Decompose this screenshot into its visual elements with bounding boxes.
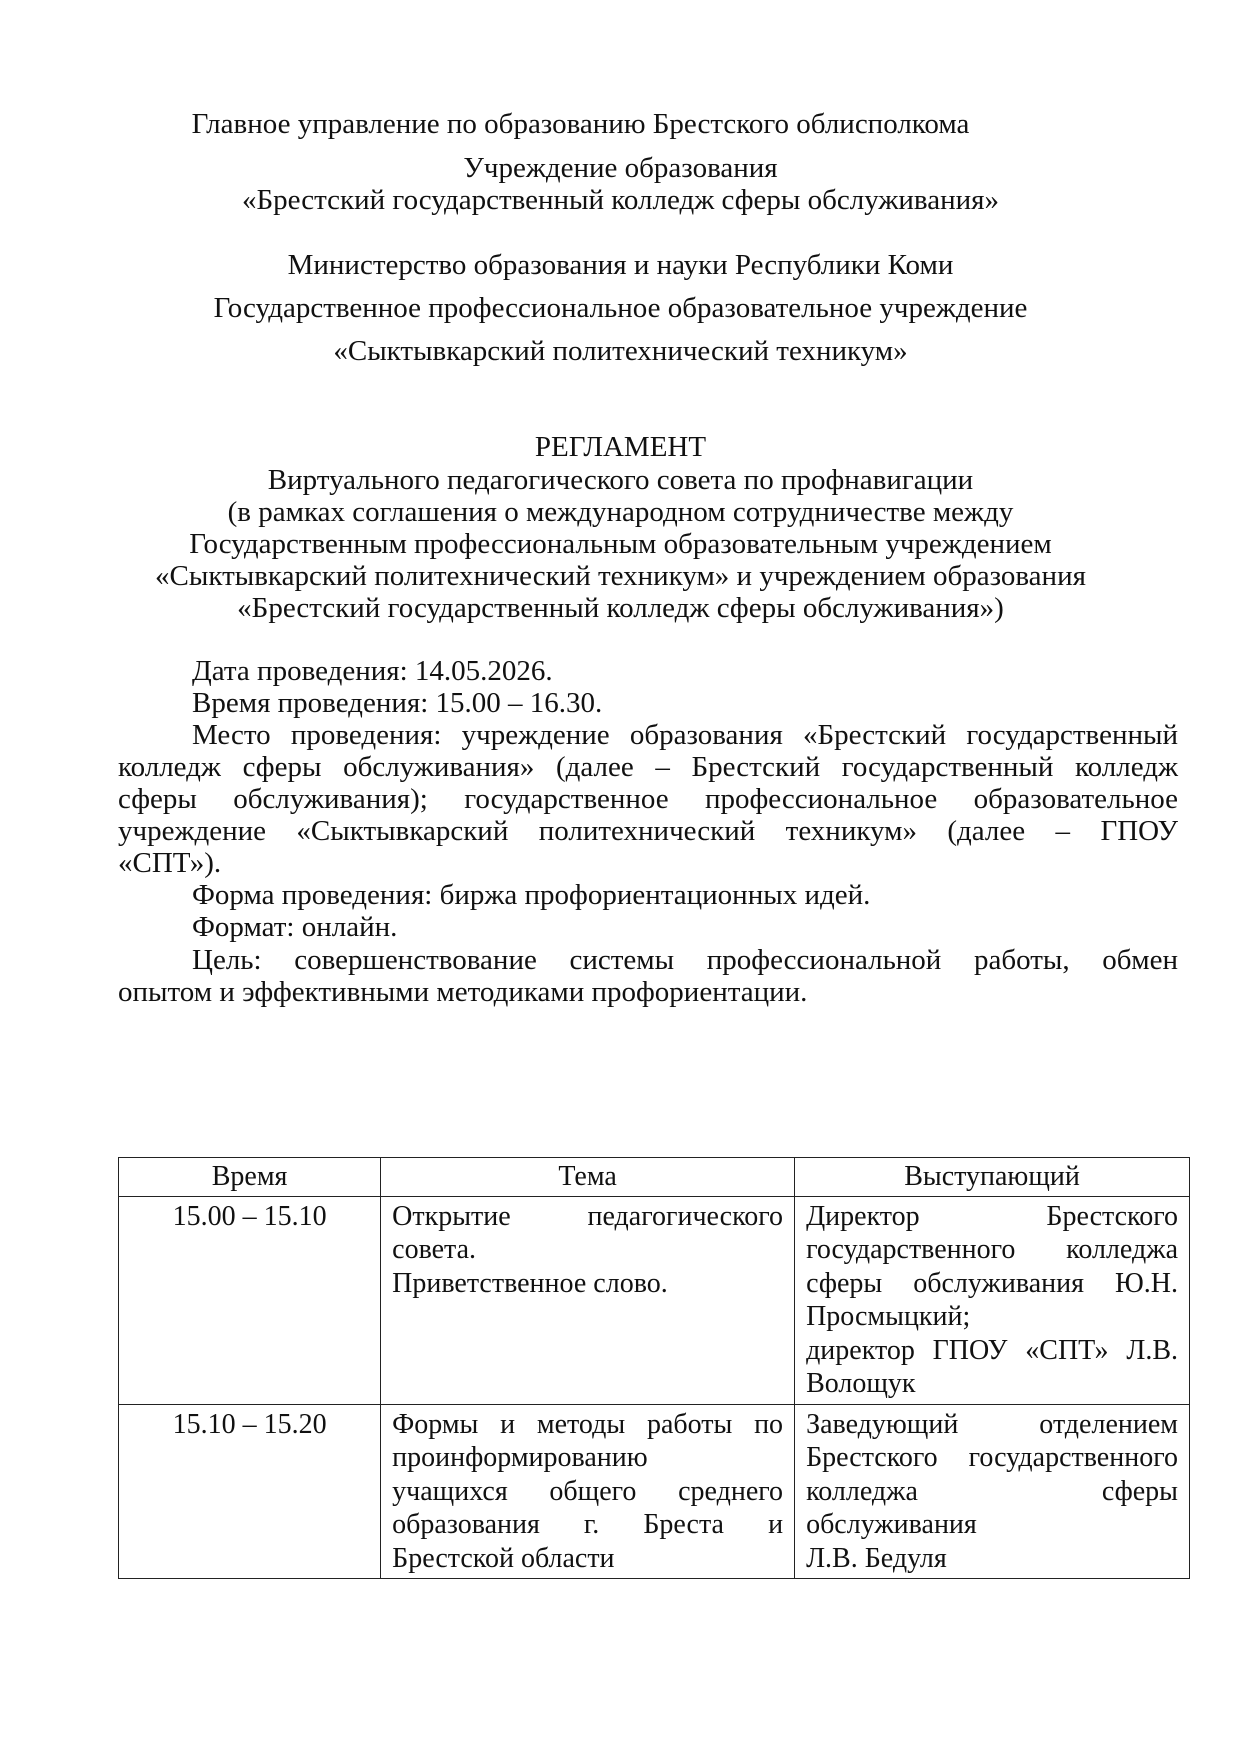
row-time: 15.10 – 15.20	[119, 1404, 381, 1579]
document-title: РЕГЛАМЕНТ	[534, 431, 707, 463]
topic-line: Приветственное слово.	[392, 1267, 668, 1299]
topic-line: Открытие педагогического	[392, 1200, 784, 1232]
event-goal-line-1: Цель: совершенствование системы профессиональной работы, обмен	[192, 944, 1178, 976]
speaker-line: сферы обслуживания Ю.Н.	[806, 1267, 1178, 1299]
column-header-topic: Тема	[381, 1158, 795, 1197]
header-line-3: «Брестский государственный колледж сферы обслуживания»	[242, 184, 999, 216]
title-line-3: Государственным профессиональным образовательным учреждением	[189, 528, 1052, 560]
table-row	[119, 1196, 1190, 1404]
row-time: 15.00 – 15.10	[119, 1196, 381, 1404]
event-place-line-3: сферы обслуживания); государственное профессиональное образовательное	[118, 783, 1178, 815]
speaker-line: колледжа сферы	[806, 1475, 1178, 1507]
topic-line: образования г. Бреста и	[392, 1509, 784, 1540]
speaker-line: директор ГПОУ «СПТ» Л.В.	[806, 1334, 1178, 1366]
header-line-6: «Сыктывкарский политехнический техникум»	[333, 335, 908, 367]
speaker-line: Волощук	[806, 1368, 916, 1399]
row-topic	[381, 1404, 795, 1579]
speaker-line: Брестского государственного	[806, 1442, 1178, 1473]
event-place-line-2: колледж сферы обслуживания» (далее – Брестский государственный колледж	[118, 751, 1178, 783]
speaker-line: Просмыцкий;	[806, 1301, 971, 1332]
title-line-1: Виртуального педагогического совета по профнавигации	[267, 464, 974, 496]
topic-line: Формы и методы работы по	[392, 1408, 784, 1440]
row-speaker	[795, 1196, 1190, 1404]
title-line-5: «Брестский государственный колледж сферы обслуживания»)	[237, 592, 1004, 624]
topic-line: совета.	[392, 1234, 477, 1265]
speaker-line: Заведующий отделением	[806, 1408, 1178, 1440]
speaker-line: государственного колледжа	[806, 1234, 1178, 1265]
header-line-5: Государственное профессиональное образовательное учреждение	[213, 292, 1028, 324]
schedule-table	[118, 1157, 1190, 1579]
event-place-line-1: Место проведения: учреждение образования «Брестский государственный	[192, 719, 1178, 751]
speaker-line: Директор Брестского	[806, 1200, 1178, 1232]
header-line-1: Главное управление по образованию Брестского облисполкома	[191, 108, 970, 140]
event-place-line-4: учреждение «Сыктывкарский политехнический техникум» (далее – ГПОУ	[118, 815, 1178, 847]
topic-line: учащихся общего среднего	[392, 1475, 784, 1507]
header-line-4: Министерство образования и науки Республики Коми	[287, 249, 954, 281]
title-line-4: «Сыктывкарский политехнический техникум» и учреждением образования	[155, 560, 1086, 592]
table-header-row	[119, 1158, 1190, 1197]
event-place-line-5: «СПТ»).	[118, 847, 222, 879]
topic-line: проинформированию	[392, 1442, 648, 1473]
speaker-line: Л.В. Бедуля	[806, 1542, 947, 1574]
event-time: Время проведения: 15.00 – 16.30.	[192, 687, 603, 719]
column-header-speaker: Выступающий	[795, 1158, 1190, 1197]
event-goal-line-2: опытом и эффективными методиками профориентации.	[118, 976, 808, 1008]
event-format: Формат: онлайн.	[192, 911, 398, 943]
row-speaker	[795, 1404, 1190, 1579]
table-row	[119, 1404, 1190, 1579]
header-line-2: Учреждение образования	[463, 152, 778, 184]
topic-line: Брестской области	[392, 1542, 615, 1574]
event-date: Дата проведения: 14.05.2026.	[192, 655, 553, 687]
column-header-time: Время	[119, 1158, 381, 1197]
event-form: Форма проведения: биржа профориентационных идей.	[192, 879, 871, 911]
speaker-line: обслуживания	[806, 1509, 977, 1540]
title-line-2: (в рамках соглашения о международном сотрудничестве между	[227, 496, 1014, 528]
row-topic	[381, 1196, 795, 1404]
